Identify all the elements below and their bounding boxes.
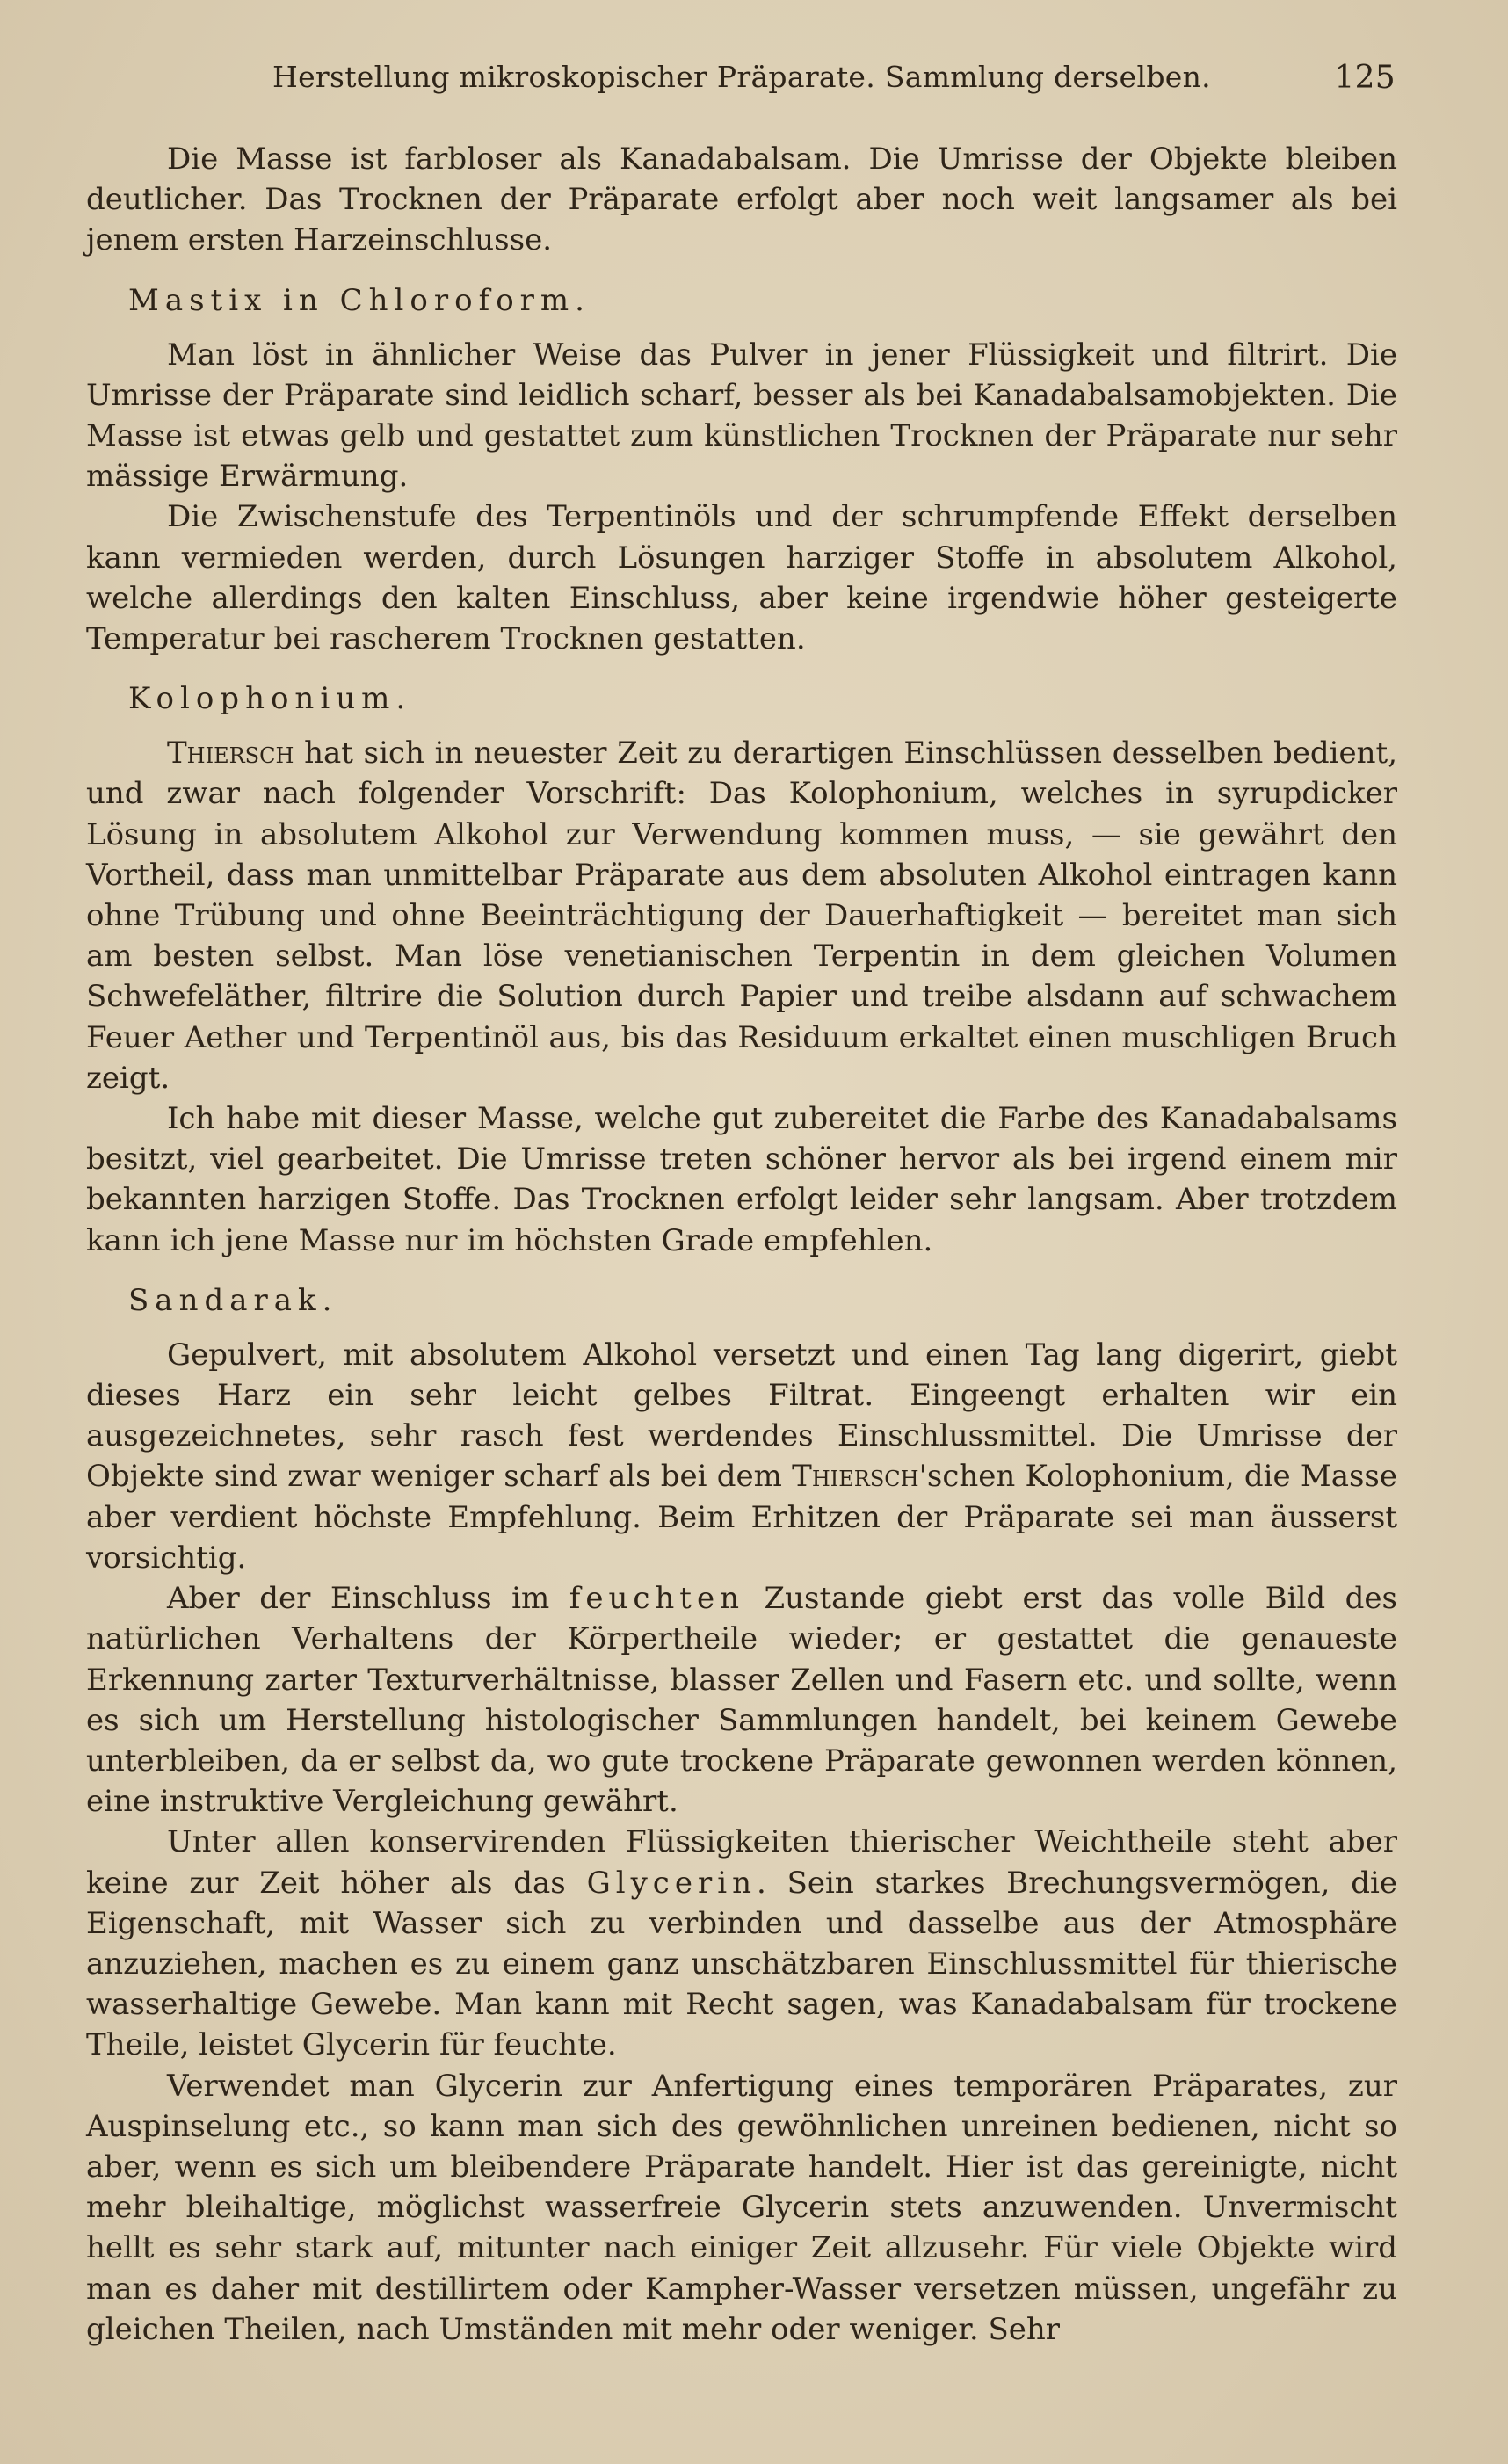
section-heading-sandarak: Sandarak. bbox=[128, 1282, 338, 1318]
paragraph: Ich habe mit dieser Masse, welche gut zubereitet die Farbe des Kanadabalsams besitzt, viel gearbeitet. Die Umrisse treten schöner hervor als bei irgend einem mir bekannten harzigen Stoffe. Das Trocknen erfolgt leider sehr langsam. Aber trotzdem kann ich jene Masse nur im höchsten Grade empfehlen. bbox=[86, 1101, 1397, 1258]
section-heading-mastix: Mastix in Chloroform. bbox=[128, 282, 591, 318]
paragraph: Verwendet man Glycerin zur Anfertigung eines temporären Präparates, zur Auspinselung etc., so kann man sich des gewöhnlichen unreinen bedienen, nicht so aber, wenn es sich um bleibendere Präparate handelt. Hier ist das gereinigte, nicht mehr bleihaltige, möglichst wasserfreie Glycerin stets anzuwenden. Unvermischt hellt es sehr stark auf, mitunter nach einiger Zeit allzusehr. Für viele Objekte wird man es daher mit destillirtem oder Kampher-Wasser versetzen müssen, ungefähr zu gleichen Theilen, nach Umständen mit mehr oder weniger. Sehr bbox=[86, 2068, 1397, 2347]
running-title: Herstellung mikroskopischer Präparate. Sammlung derselben. bbox=[272, 60, 1211, 94]
section-heading-kolophonium: Kolophonium. bbox=[128, 681, 412, 717]
page-number: 125 bbox=[1334, 60, 1396, 96]
paragraph bbox=[86, 1335, 1397, 1578]
paragraph: Man löst in ähnlicher Weise das Pulver in jener Flüssigkeit und filtrirt. Die Umrisse der Präparate sind leidlich scharf, besser als bei Kanadabalsamobjekten. Die Masse ist etwas gelb und gestattet zum künstlichen Trocknen der Präparate nur sehr mässige Erwärmung. bbox=[86, 337, 1397, 495]
emphasis-text: feuchten bbox=[569, 1581, 744, 1617]
paragraph-text: Zustande giebt erst das volle Bild des natürlichen Verhaltens der Körpertheile wieder; er gestattet die genaueste Erkennung zarter Texturverhältnisse, blasser Zellen und Fasern etc. und sollte, wenn es sich um Herstellung histologischer Sammlungen handelt, bei keinem Gewebe unterbleiben, da er selbst da, wo gute trockene Präparate gewonnen werden können, eine instruktive Vergleichung gewährt. bbox=[86, 1581, 1398, 1820]
paragraph bbox=[86, 1578, 1397, 1822]
page-body bbox=[86, 139, 1397, 2350]
paragraph-text: 'schen Kolophonium, die Masse aber verdient höchste Empfehlung. Beim Erhitzen der Präparate sei man äusserst vorsichtig. bbox=[86, 1459, 1398, 1576]
paragraph-text: Gepulvert, mit absolutem Alkohol versetzt und einen Tag lang digerirt, giebt dieses Harz ein sehr leicht gelbes Filtrat. Eingeengt erhalten wir ein ausgezeichnetes, sehr rasch fest werdendes Einschlussmittel. Die Umrisse der Objekte sind zwar weniger scharf als bei dem bbox=[86, 1337, 1397, 1495]
paragraph-text: . Sein starkes Brechungsvermögen, die Eigenschaft, mit Wasser sich zu verbinden und dasselbe aus der Atmosphäre anzuziehen, machen es zu einem ganz unschätzbaren Einschlussmittel für thierische wasserhaltige Gewebe. Man kann mit Recht sagen, was Kanadabalsam für trockene Theile, leistet Glycerin für feuchte. bbox=[86, 1865, 1397, 2063]
paragraph-text: Unter allen konservirenden Flüssigkeiten thierischer Weichtheile steht aber keine zur Zeit höher als das bbox=[86, 1824, 1397, 1901]
paragraph: Die Masse ist farbloser als Kanadabalsam. Die Umrisse der Objekte bleiben deutlicher. Das Trocknen der Präparate erfolgt aber noch weit langsamer als bei jenem ersten Harzeinschlusse. bbox=[86, 141, 1397, 258]
paragraph-text: hat sich in neuester Zeit zu derartigen Einschlüssen desselben bedient, und zwar nach folgender Vorschrift: Das Kolophonium, welches in syrupdicker Lösung in absolutem Alkohol zur Verwendung kommen muss, — sie gewährt den Vortheil, dass man unmittelbar Präparate aus dem absoluten Alkohol eintragen kann ohne Trübung und ohne Beeinträchtigung der Dauerhaftigkeit — bereitet man sich am besten selbst. Man löse venetianischen Terpentin in dem gleichen Volumen Schwefeläther, filtrire die Solution durch Papier und treibe alsdann auf schwachem Feuer Aether und Terpentinöl aus, bis das Residuum erkaltet einen muschligen Bruch zeigt. bbox=[86, 736, 1397, 1096]
paragraph bbox=[86, 1822, 1397, 2065]
author-name: Thiersch bbox=[792, 1459, 919, 1495]
paragraph-text: Aber der Einschluss im bbox=[167, 1581, 569, 1617]
page-header bbox=[272, 60, 1396, 104]
author-name: Thiersch bbox=[167, 736, 294, 772]
paragraph bbox=[86, 733, 1397, 1098]
emphasis-text: Glycerin bbox=[586, 1865, 757, 1901]
paragraph: Die Zwischenstufe des Terpentinöls und der schrumpfende Effekt derselben kann vermieden werden, durch Lösungen harziger Stoffe in absolutem Alkohol, welche allerdings den kalten Einschluss, aber keine irgendwie höher gesteigerte Temperatur bei rascherem Trocknen gestatten. bbox=[86, 499, 1397, 657]
